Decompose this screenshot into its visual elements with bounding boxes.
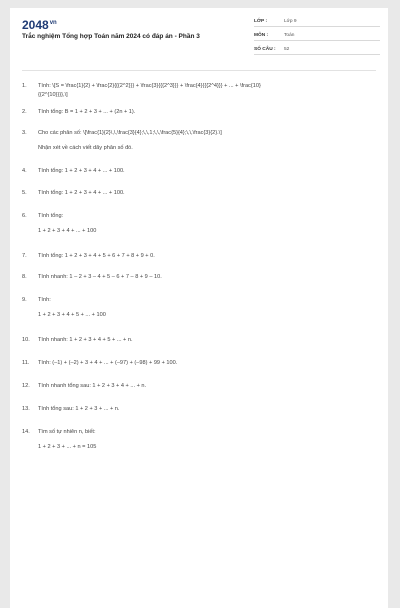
question-text (38, 428, 378, 452)
question-item (22, 428, 378, 452)
question-text (38, 212, 378, 236)
meta-value: 52 (284, 46, 290, 52)
question-list (22, 82, 378, 452)
meta-row-subject (254, 30, 380, 41)
question-line: 1 + 2 + 3 + ... + n = 105 (38, 444, 97, 450)
site-logo[interactable] (22, 18, 57, 32)
worksheet-header (10, 8, 388, 64)
question-line: {{2^{10}}}},\] (38, 92, 68, 98)
question-item (22, 405, 378, 414)
question-text (38, 336, 378, 345)
meta-info (254, 16, 380, 58)
question-text (38, 273, 378, 282)
question-item (22, 382, 378, 391)
question-text (38, 108, 378, 117)
question-number: 14. (22, 429, 30, 435)
question-item (22, 129, 378, 153)
meta-label: LỚP : (254, 18, 268, 24)
question-number: 5. (22, 190, 27, 196)
question-text (38, 129, 378, 153)
question-line: 1 + 2 + 3 + 4 + 5 + ... + 100 (38, 312, 106, 318)
question-text (38, 252, 378, 261)
question-item (22, 336, 378, 345)
question-number: 13. (22, 406, 30, 412)
question-number: 12. (22, 383, 30, 389)
question-item (22, 189, 378, 198)
question-number: 7. (22, 253, 27, 259)
question-line: Tính tổng: (38, 213, 64, 219)
question-number: 4. (22, 168, 27, 174)
question-line: Tính tổng: 1 + 2 + 3 + 4 + ... + 100. (38, 190, 125, 196)
question-item (22, 167, 378, 176)
logo-suffix: vn (49, 20, 57, 26)
question-line: 1 + 2 + 3 + 4 + ... + 100 (38, 228, 97, 234)
meta-row-class (254, 16, 380, 27)
question-line: Nhận xét về cách viết dãy phân số đó. (38, 145, 133, 151)
question-number: 6. (22, 213, 27, 219)
question-number: 3. (22, 130, 27, 136)
question-text (38, 82, 378, 100)
question-text (38, 359, 378, 368)
question-text (38, 189, 378, 198)
question-line: Tính tổng: 1 + 2 + 3 + 4 + 5 + 6 + 7 + 8 + 9 + 0. (38, 253, 155, 259)
question-text (38, 382, 378, 391)
question-number: 2. (22, 109, 27, 115)
meta-value: Toán (284, 32, 295, 38)
question-line: Tính tổng: 1 + 2 + 3 + 4 + ... + 100. (38, 168, 125, 174)
question-line: Tính tổng sau: 1 + 2 + 3 + ... + n. (38, 406, 120, 412)
question-line: Tính tổng: B = 1 + 2 + 3 + ... + (2n + 1). (38, 109, 136, 115)
question-item (22, 252, 378, 261)
question-number: 11. (22, 360, 30, 366)
question-line: Tìm số tự nhiên n, biết: (38, 429, 96, 435)
question-number: 1. (22, 83, 27, 89)
question-text (38, 405, 378, 414)
question-item (22, 296, 378, 320)
question-line: Tính: (–1) + (–2) + 3 + 4 + ... + (–97) + (–98) + 99 + 100. (38, 360, 178, 366)
document-title: Trắc nghiệm Tổng hợp Toán năm 2024 có đáp án - Phần 3 (22, 33, 200, 40)
question-item (22, 212, 378, 236)
question-line: Tính nhanh tổng sau: 1 + 2 + 3 + 4 + ... + n. (38, 383, 147, 389)
question-item (22, 273, 378, 282)
question-line: Tính: (38, 297, 51, 303)
meta-value: Lớp 9 (284, 18, 297, 24)
question-number: 10. (22, 337, 30, 343)
question-text (38, 296, 378, 320)
question-item (22, 359, 378, 368)
question-line: Tính: \[S = \frac{1}{2} + \frac{2}{{{2^2}}} + \frac{3}{{{2^3}}} + \frac{4}{{{2^4}}} + ... + \frac{10} (38, 83, 261, 89)
meta-row-count (254, 44, 380, 55)
question-text (38, 167, 378, 176)
logo-main: 2048 (22, 18, 49, 32)
meta-label: MÔN : (254, 32, 269, 38)
meta-label: SỐ CÂU : (254, 46, 276, 52)
worksheet-page (10, 8, 388, 608)
question-line: Tính nhanh: 1 – 2 + 3 – 4 + 5 – 6 + 7 – 8 + 9 – 10. (38, 274, 162, 280)
question-number: 8. (22, 274, 27, 280)
question-line: Cho các phân số: \[\frac{1}{2}\,\,\frac{3}{4};\,\,1;\,\,\frac{5}{4};\,\,\frac{3}{2}.\] (38, 130, 222, 136)
question-line: Tính nhanh: 1 + 2 + 3 + 4 + 5 + ... + n. (38, 337, 133, 343)
question-item (22, 82, 378, 100)
question-item (22, 108, 378, 117)
question-number: 9. (22, 297, 27, 303)
header-divider (22, 70, 376, 71)
